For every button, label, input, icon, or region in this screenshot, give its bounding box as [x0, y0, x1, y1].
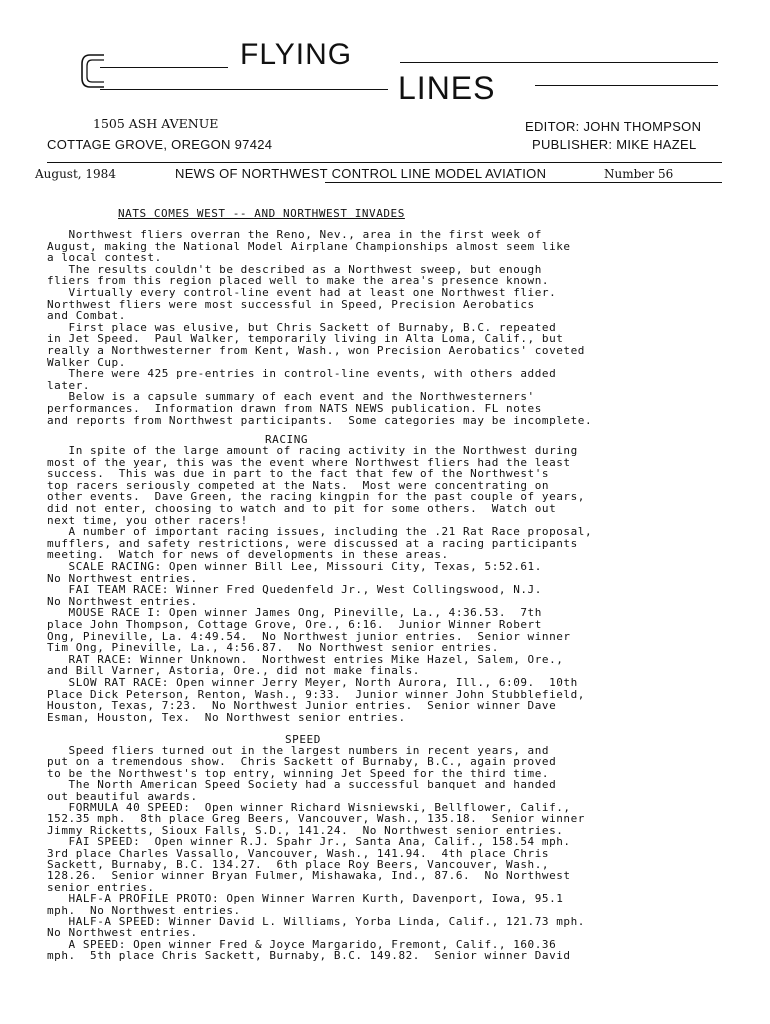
- article-line: put on a tremendous show. Chris Sackett of Burnaby, B.C., again proved: [47, 755, 557, 769]
- article-line: and reports from Northwest participants. Some categories may be incomplete.: [47, 413, 593, 427]
- article-line: FAI SPEED: Open winner R.J. Spahr Jr., Santa Ana, Calif., 158.54 mph.: [47, 835, 571, 849]
- article-line: The North American Speed Society had a successful banquet and handed: [47, 778, 557, 792]
- article-line: later.: [47, 378, 91, 392]
- article-line: A SPEED: Open winner Fred & Joyce Margarido, Fremont, Calif., 160.36: [47, 937, 557, 951]
- article-line: RAT RACE: Winner Unknown. Northwest entries Mike Hazel, Salem, Ore.,: [47, 652, 564, 666]
- article-line: place John Thompson, Cottage Grove, Ore., 6:16. Junior Winner Robert: [47, 618, 542, 631]
- article-line: Speed fliers turned out in the largest numbers in recent years, and: [47, 744, 550, 757]
- article-line: In spite of the large amount of racing activity in the Northwest during: [47, 444, 578, 457]
- article-line: Sackett, Burnaby, B.C. 134.27. 6th place Roy Beers, Vancouver, Wash.,: [47, 858, 550, 871]
- address-street: 1505 ASH AVENUE: [93, 116, 219, 131]
- article-line: most of the year, this was the event where Northwest fliers had the least: [47, 455, 571, 469]
- editor-credit: EDITOR: JOHN THOMPSON: [525, 119, 702, 134]
- address-city: COTTAGE GROVE, OREGON 97424: [47, 137, 273, 152]
- article-line: No Northwest entries.: [47, 926, 198, 940]
- masthead-rule-right-top: [400, 62, 718, 63]
- article-line: First place was elusive, but Chris Sackett of Burnaby, B.C. repeated: [47, 320, 557, 334]
- article-line: FAI TEAM RACE: Winner Fred Quedenfeld Jr., West Collingswood, N.J.: [47, 583, 542, 597]
- section-heading-speed: SPEED: [285, 733, 321, 746]
- issue-number: Number 56: [604, 167, 674, 181]
- article-line: did not enter, choosing to watch and to pit for some others. Watch out: [47, 502, 557, 515]
- article-line: HALF-A PROFILE PROTO: Open Winner Warren Kurth, Davenport, Iowa, 95.1: [47, 892, 564, 906]
- article-line: next time, you other racers!: [47, 513, 248, 527]
- article-line: A number of important racing issues, including the .21 Rat Race proposal,: [47, 525, 593, 539]
- article-line: Northwest fliers were most successful in Speed, Precision Aerobatics: [47, 297, 535, 311]
- article-line: FORMULA 40 SPEED: Open winner Richard Wisniewski, Bellflower, Calif.,: [47, 801, 571, 814]
- section-heading-racing: RACING: [265, 433, 309, 446]
- masthead-rule-right-bottom: [535, 85, 718, 86]
- article-line: HALF-A SPEED: Winner David L. Williams, Yorba Linda, Calif., 121.73 mph.: [47, 915, 585, 928]
- article-line: mph. No Northwest entries.: [47, 903, 241, 917]
- masthead-bracket-logo: [78, 50, 108, 90]
- article-line: Ong, Pineville, La. 4:49.54. No Northwest junior entries. Senior winner: [47, 629, 571, 643]
- article-line: senior entries.: [47, 880, 155, 894]
- article-line: mufflers, and safety restrictions, were discussed at a racing participants: [47, 536, 578, 550]
- masthead-title-lines: LINES: [398, 70, 496, 106]
- article-line: There were 425 pre-entries in control-line events, with others added: [47, 367, 557, 381]
- article-line: in Jet Speed. Paul Walker, temporarily living in Alta Loma, Calif., but: [47, 332, 564, 346]
- article-line: August, making the National Model Airplane Championships almost seem like: [47, 239, 571, 253]
- article-line: really a Northwesterner from Kent, Wash., won Precision Aerobatics' coveted: [47, 344, 585, 357]
- article-line: a local contest.: [47, 251, 162, 265]
- article-line: Below is a capsule summary of each event and the Northwesterners': [47, 390, 535, 404]
- issue-tagline: NEWS OF NORTHWEST CONTROL LINE MODEL AVIATION: [175, 166, 547, 181]
- issue-date: August, 1984: [35, 167, 116, 181]
- article-line: to be the Northwest's top entry, winning Jet Speed for the third time.: [47, 766, 550, 780]
- masthead-rule-left-bottom: [100, 89, 388, 90]
- issue-bar-rule-bottom: [325, 182, 722, 183]
- article-line: 152.35 mph. 8th place Greg Beers, Vancouver, Wash., 135.18. Senior winner: [47, 812, 585, 826]
- article-line: performances. Information drawn from NATS NEWS publication. FL notes: [47, 402, 542, 415]
- article-line: The results couldn't be described as a Northwest sweep, but enough: [47, 262, 542, 276]
- article-line: and Bill Varner, Astoria, Ore., did not make finals.: [47, 664, 420, 678]
- masthead-title-flying: FLYING: [240, 38, 353, 71]
- article-line: and Combat.: [47, 309, 126, 323]
- article-line: meeting. Watch for news of developments in these areas.: [47, 548, 449, 562]
- article-line: No Northwest entries.: [47, 571, 198, 585]
- article-line: Tim Ong, Pineville, La., 4:56.87. No Northwest senior entries.: [47, 641, 499, 655]
- article-line: fliers from this region placed well to make the area's presence known.: [47, 274, 550, 288]
- article-line: top racers seriously competed at the Nats. Most were concentrating on: [47, 478, 550, 492]
- article-line: SLOW RAT RACE: Open winner Jerry Meyer, North Aurora, Ill., 6:09. 10th: [47, 676, 578, 689]
- article-line: No Northwest entries.: [47, 594, 198, 608]
- article-line: Houston, Texas, 7:23. No Northwest Junior entries. Senior winner Dave: [47, 699, 557, 713]
- publisher-credit: PUBLISHER: MIKE HAZEL: [532, 137, 697, 152]
- article-line: Northwest fliers overran the Reno, Nev., area in the first week of: [47, 228, 542, 241]
- article-line: Walker Cup.: [47, 355, 126, 369]
- article-line: mph. 5th place Chris Sackett, Burnaby, B.C. 149.82. Senior winner David: [47, 949, 571, 963]
- article-headline: NATS COMES WEST -- AND NORTHWEST INVADES: [118, 207, 405, 220]
- masthead-rule-left-top: [100, 67, 228, 68]
- issue-bar-rule-top: [47, 162, 722, 163]
- article-line: Jimmy Ricketts, Sioux Falls, S.D., 141.24. No Northwest senior entries.: [47, 823, 564, 837]
- article-line: Place Dick Peterson, Renton, Wash., 9:33. Junior winner John Stubblefield,: [47, 687, 585, 701]
- article-line: MOUSE RACE I: Open winner James Ong, Pineville, La., 4:36.53. 7th: [47, 606, 542, 620]
- article-line: success. This was due in part to the fact that few of the Northwest's: [47, 467, 550, 481]
- article-line: 3rd place Charles Vassallo, Vancouver, Wash., 141.94. 4th place Chris: [47, 846, 550, 860]
- article-line: other events. Dave Green, the racing kingpin for the past couple of years,: [47, 490, 585, 504]
- article-line: SCALE RACING: Open winner Bill Lee, Missouri City, Texas, 5:52.61.: [47, 560, 542, 573]
- article-line: out beautiful awards.: [47, 789, 198, 803]
- article-line: 128.26. Senior winner Bryan Fulmer, Mishawaka, Ind., 87.6. No Northwest: [47, 869, 571, 883]
- article-line: Esman, Houston, Tex. No Northwest senior entries.: [47, 710, 406, 724]
- article-line: Virtually every control-line event had at least one Northwest flier.: [47, 286, 557, 299]
